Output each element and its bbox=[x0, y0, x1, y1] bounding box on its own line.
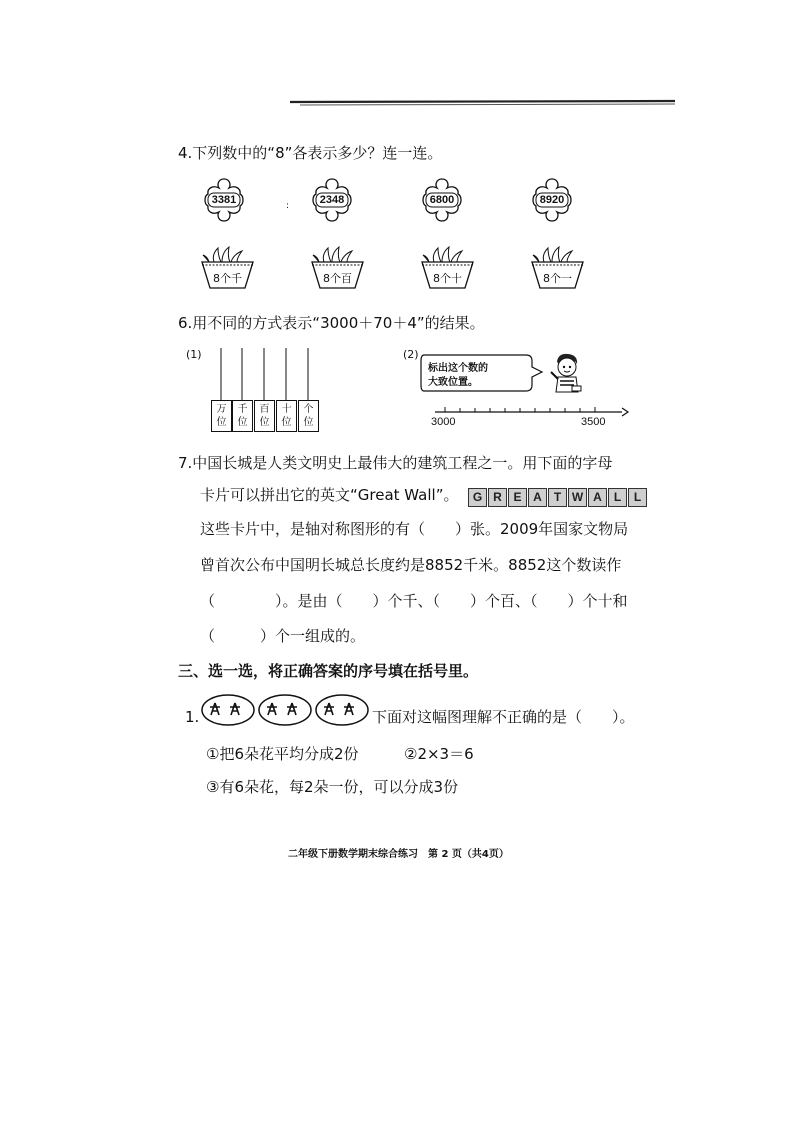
flower-number: 3381 bbox=[211, 194, 237, 206]
q6-part2-label: (2) bbox=[403, 348, 419, 361]
pot-hundreds bbox=[310, 246, 365, 290]
pot-label: 8个一 bbox=[543, 272, 572, 285]
s3-q1-text: 下面对这幅图理解不正确的是（ ）。 bbox=[372, 708, 635, 726]
letter-card: G bbox=[468, 488, 487, 507]
letter-card: W bbox=[568, 488, 587, 507]
s3-option3: ③有6朵花，每2朵一份，可以分成3份 bbox=[206, 778, 459, 796]
pot-ones bbox=[530, 246, 585, 290]
pot-label: 8个千 bbox=[213, 272, 242, 285]
abacus-col-shi bbox=[276, 400, 297, 432]
col-char: 位 bbox=[259, 417, 270, 428]
section3-title: 三、选一选，将正确答案的序号填在括号里。 bbox=[178, 662, 479, 680]
q7-line5: （ ）。是由（ ）个千、（ ）个百、（ ）个十和 bbox=[200, 592, 628, 610]
col-char: 万 bbox=[216, 404, 227, 415]
col-char: 位 bbox=[281, 417, 292, 428]
q7-line1: 7.中国长城是人类文明史上最伟大的建筑工程之一。用下面的字母 bbox=[178, 454, 613, 472]
q6-title: 6.用不同的方式表示“3000＋70＋4”的结果。 bbox=[178, 314, 485, 332]
flower-3381 bbox=[201, 176, 247, 224]
number-line-start: 3000 bbox=[431, 416, 456, 428]
col-char: 十 bbox=[281, 404, 292, 415]
flower-2348 bbox=[309, 176, 355, 224]
flower-number: 6800 bbox=[429, 194, 455, 206]
number-line-end: 3500 bbox=[581, 416, 606, 428]
letter-card: T bbox=[548, 488, 567, 507]
flower-number: 8920 bbox=[539, 194, 565, 206]
q7-line3: 这些卡片中，是轴对称图形的有（ ）张。2009年国家文物局 bbox=[200, 520, 629, 538]
speech-line1: 标出这个数的 bbox=[428, 363, 488, 374]
q4-title: 4.下列数中的“8”各表示多少？连一连。 bbox=[178, 144, 443, 162]
abacus-col-wan bbox=[211, 400, 232, 432]
letter-card: E bbox=[508, 488, 527, 507]
letter-cards-great bbox=[468, 486, 568, 507]
flower-6800 bbox=[419, 176, 465, 224]
q7-line4: 曾首次公布中国明长城总长度约是8852千米。8852这个数读作 bbox=[200, 556, 622, 574]
col-char: 位 bbox=[237, 417, 248, 428]
pot-label: 8个百 bbox=[323, 272, 352, 285]
flower-groups bbox=[201, 693, 371, 727]
flower-group-icon bbox=[201, 693, 256, 727]
abacus-col-ge bbox=[298, 400, 319, 432]
q6-part1-label: (1) bbox=[186, 348, 202, 361]
letter-cards-wall bbox=[568, 486, 648, 507]
pot-tens bbox=[420, 246, 475, 290]
letter-card: A bbox=[588, 488, 607, 507]
dot-mark: : bbox=[286, 201, 290, 211]
q7-line6: （ ）个一组成的。 bbox=[200, 627, 366, 645]
pot-label: 8个十 bbox=[433, 272, 462, 285]
speech-bubble bbox=[420, 353, 546, 393]
s3-option1: ①把6朵花平均分成2份 bbox=[206, 745, 359, 763]
letter-card: A bbox=[528, 488, 547, 507]
q7-line2: 卡片可以拼出它的英文“Great Wall”。 bbox=[200, 486, 459, 504]
abacus-rods bbox=[205, 344, 325, 404]
letter-card: R bbox=[488, 488, 507, 507]
abacus-col-bai bbox=[254, 400, 275, 432]
s3-q1-number: 1. bbox=[185, 708, 200, 726]
abacus bbox=[205, 344, 325, 434]
letter-card: L bbox=[628, 488, 647, 507]
col-char: 位 bbox=[303, 417, 314, 428]
flower-group-icon bbox=[258, 693, 313, 727]
flower-group-icon bbox=[315, 693, 370, 727]
abacus-col-qian bbox=[232, 400, 253, 432]
col-char: 千 bbox=[237, 404, 248, 415]
col-char: 个 bbox=[303, 404, 314, 415]
s3-option2: ②2×3＝6 bbox=[404, 745, 474, 763]
col-char: 位 bbox=[216, 417, 227, 428]
flower-number: 2348 bbox=[319, 194, 345, 206]
flower-8920 bbox=[529, 176, 575, 224]
col-char: 百 bbox=[259, 404, 270, 415]
pot-thousands bbox=[200, 246, 255, 290]
page-footer: 二年级下册数学期末综合练习 第 2 页（共4页） bbox=[288, 849, 509, 860]
speech-line2: 大致位置。 bbox=[428, 377, 478, 388]
top-rule bbox=[290, 98, 675, 108]
boy-icon bbox=[548, 352, 584, 394]
letter-card: L bbox=[608, 488, 627, 507]
